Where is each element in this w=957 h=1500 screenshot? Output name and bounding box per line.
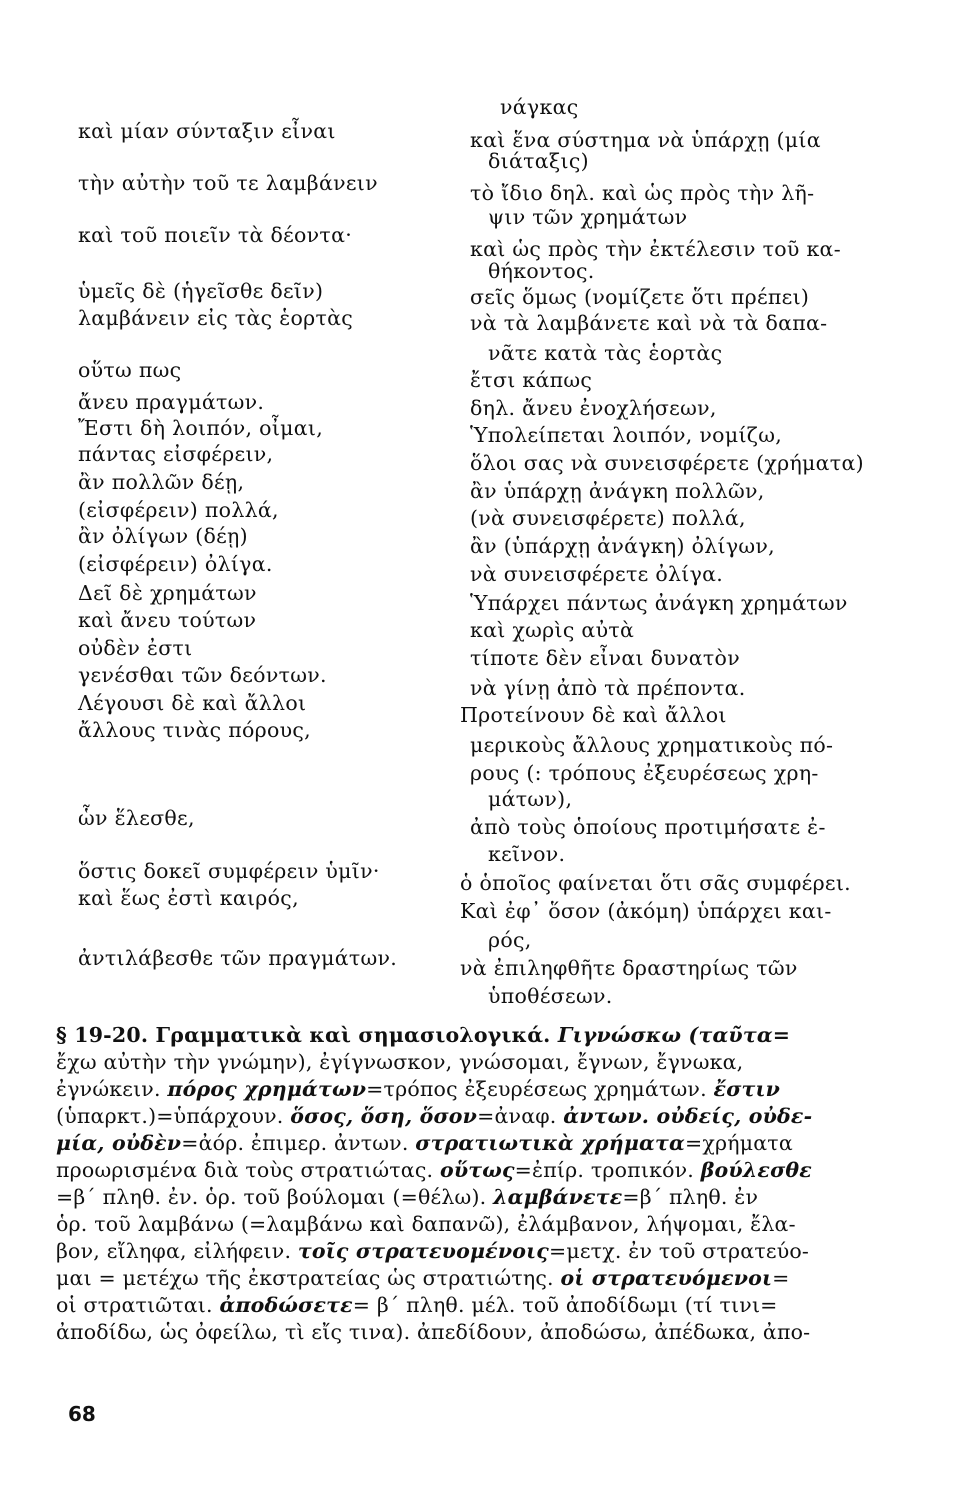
- translation-line: κεῖνον.: [488, 842, 566, 866]
- note-line: [56, 1103, 812, 1129]
- note-term: Γιγνώσκω (ταῦτα=: [557, 1023, 791, 1047]
- note-term: βούλεσθε: [700, 1158, 812, 1182]
- note-text: =: [772, 1266, 790, 1290]
- translation-line: νὰ τὰ λαμβάνετε καὶ νὰ τὰ δαπα-: [470, 311, 828, 335]
- ancient-line: Δεῖ δὲ χρημάτων: [78, 581, 257, 605]
- translation-line: ψιν τῶν χρημάτων: [488, 205, 688, 229]
- ancient-line: ἂν ὀλίγων (δέῃ): [78, 524, 248, 548]
- note-text: =τρόπος ἐξευρέσεως χρημάτων.: [366, 1077, 714, 1101]
- note-line: [56, 1076, 780, 1102]
- translation-line: ρός,: [488, 928, 532, 952]
- note-term: ἔστιν: [713, 1077, 781, 1101]
- page-number: 68: [68, 1402, 96, 1426]
- note-text: ἔχω αὐτὴν τὴν γνώμην), ἐγίγνωσκον, γνώσομαι, ἔγνων, ἔγνωκα,: [56, 1050, 744, 1074]
- note-line: [56, 1184, 758, 1210]
- ancient-line: καὶ μίαν σύνταξιν εἶναι: [78, 119, 336, 143]
- note-text: ἀποδίδω, ὡς ὀφείλω, τὶ εἴς τινα). ἀπεδίδουν, ἀποδώσω, ἀπέδωκα, ἀπο-: [56, 1320, 811, 1344]
- note-text: προωρισμένα διὰ τοὺς στρατιώτας.: [56, 1158, 440, 1182]
- ancient-line: πάντας εἰσφέρειν,: [78, 442, 274, 466]
- note-term: λαμβάνετε: [493, 1185, 623, 1209]
- note-term: ὅσος, ὅση, ὅσον: [290, 1104, 478, 1128]
- translation-line: ἔτσι κάπως: [470, 368, 593, 392]
- translation-line: ἂν ὑπάρχῃ ἀνάγκη πολλῶν,: [470, 479, 765, 503]
- note-line: [56, 1211, 796, 1237]
- note-line: [56, 1022, 790, 1048]
- note-text: =ἀναφ.: [477, 1104, 564, 1128]
- ancient-line: (εἰσφέρειν) πολλά,: [78, 498, 279, 522]
- ancient-line: οὐδὲν ἐστι: [78, 636, 193, 660]
- ancient-line: ὑμεῖς δὲ (ἡγεῖσθε δεῖν): [78, 279, 324, 303]
- note-text: μαι = μετέχω τῆς ἐκστρατείας ὡς στρατιώτης.: [56, 1266, 561, 1290]
- translation-line: (νὰ συνεισφέρετε) πολλά,: [470, 506, 746, 530]
- translation-line: καὶ χωρὶς αὐτὰ: [470, 618, 635, 642]
- note-term: οὕτως: [439, 1158, 515, 1182]
- note-term: § 19-20. Γραμματικὰ καὶ σημασιολογικά.: [56, 1023, 558, 1047]
- translation-line: νὰ συνεισφέρετε ὀλίγα.: [470, 562, 724, 586]
- ancient-line: γενέσθαι τῶν δεόντων.: [78, 663, 327, 687]
- translation-line: νᾶτε κατὰ τὰς ἑορτὰς: [488, 341, 723, 365]
- translation-line: νάγκας: [500, 95, 579, 119]
- note-line: [56, 1238, 809, 1264]
- note-term: τοῖς στρατευομένοις: [297, 1239, 549, 1263]
- note-text: =β΄ πληθ. ἐν. ὁρ. τοῦ βούλομαι (=θέλω).: [56, 1185, 494, 1209]
- ancient-line: Ἔστι δὴ λοιπόν, οἶμαι,: [78, 416, 324, 440]
- note-text: ὁρ. τοῦ λαμβάνω (=λαμβάνω καὶ δαπανῶ), ἐλάμβανον, λήψομαι, ἔλα-: [56, 1212, 796, 1236]
- note-term: ἀποδώσετε: [219, 1293, 353, 1317]
- note-text: = β΄ πληθ. μέλ. τοῦ ἀποδίδωμι (τί τινι=: [352, 1293, 778, 1317]
- note-text: =ἐπίρ. τροπικόν.: [514, 1158, 701, 1182]
- note-text: (ὑπαρκτ.)=ὑπάρχουν.: [56, 1104, 291, 1128]
- ancient-line: ὅστις δοκεῖ συμφέρειν ὑμῖν·: [78, 859, 380, 883]
- ancient-line: οὕτω πως: [78, 358, 182, 382]
- note-line: [56, 1265, 790, 1291]
- translation-line: Προτείνουν δὲ καὶ ἄλλοι: [460, 703, 727, 727]
- ancient-line: ἀντιλάβεσθε τῶν πραγμάτων.: [78, 946, 398, 970]
- translation-line: μάτων),: [488, 787, 573, 811]
- translation-line: καὶ ὡς πρὸς τὴν ἐκτέλεσιν τοῦ κα-: [470, 237, 841, 261]
- note-line: [56, 1319, 810, 1345]
- note-term: στρατιωτικὰ χρήματα: [415, 1131, 685, 1155]
- translation-line: ὁ ὁποῖος φαίνεται ὅτι σᾶς συμφέρει.: [460, 871, 852, 895]
- ancient-line: ὧν ἕλεσθε,: [78, 806, 195, 830]
- ancient-line: καὶ ἄνευ τούτων: [78, 608, 257, 632]
- note-text: ἐγνώκειν.: [56, 1077, 168, 1101]
- translation-line: νὰ γίνῃ ἀπὸ τὰ πρέποντα.: [470, 676, 746, 700]
- ancient-line: Λέγουσι δὲ καὶ ἄλλοι: [78, 691, 307, 715]
- translation-line: τίποτε δὲν εἶναι δυνατὸν: [470, 646, 740, 670]
- translation-line: ὅλοι σας νὰ συνεισφέρετε (χρήματα): [470, 451, 864, 475]
- ancient-line: ἄλλους τινὰς πόρους,: [78, 718, 311, 742]
- note-text: =β΄ πληθ. ἐν: [622, 1185, 759, 1209]
- note-line: [56, 1292, 778, 1318]
- ancient-line: τὴν αὐτὴν τοῦ τε λαμβάνειν: [78, 171, 378, 195]
- translation-line: Ὑπάρχει πάντως ἀνάγκη χρημάτων: [470, 591, 848, 615]
- translation-line: διάταξις): [488, 149, 589, 173]
- translation-line: ἀπὸ τοὺς ὁποίους προτιμήσατε ἐ-: [470, 815, 826, 839]
- note-line: [56, 1049, 743, 1075]
- ancient-line: καὶ τοῦ ποιεῖν τὰ δέοντα·: [78, 223, 353, 247]
- note-text: =χρήματα: [685, 1131, 793, 1155]
- translation-line: καὶ ἕνα σύστημα νὰ ὑπάρχῃ (μία: [470, 128, 821, 152]
- note-text: βον, εἴληφα, εἰλήφειν.: [56, 1239, 298, 1263]
- note-line: [56, 1130, 793, 1156]
- translation-line: Ὑπολείπεται λοιπόν, νομίζω,: [470, 423, 783, 447]
- translation-line: δηλ. ἄνευ ἐνοχλήσεων,: [470, 396, 717, 420]
- note-term: πόρος χρημάτων: [167, 1077, 367, 1101]
- ancient-line: ἂν πολλῶν δέῃ,: [78, 470, 245, 494]
- note-line: [56, 1157, 812, 1183]
- translation-line: νὰ ἐπιληφθῆτε δραστηρίως τῶν: [460, 956, 798, 980]
- note-text: =μετχ. ἐν τοῦ στρατεύο-: [548, 1239, 810, 1263]
- translation-line: ἂν (ὑπάρχῃ ἀνάγκη) ὀλίγων,: [470, 534, 775, 558]
- note-text: οἱ στρατιῶται.: [56, 1293, 220, 1317]
- note-term: μία, οὐδὲν: [56, 1131, 182, 1155]
- ancient-line: ἄνευ πραγμάτων.: [78, 390, 265, 414]
- note-text: =ἀόρ. ἐπιμερ. ἀντων.: [181, 1131, 416, 1155]
- translation-line: ὑποθέσεων.: [488, 984, 613, 1008]
- translation-line: Καὶ ἐφ᾽ ὅσον (ἀκόμη) ὑπάρχει και-: [460, 899, 832, 923]
- ancient-line: καὶ ἕως ἐστὶ καιρός,: [78, 886, 299, 910]
- translation-line: σεῖς ὅμως (νομίζετε ὅτι πρέπει): [470, 285, 810, 309]
- ancient-line: (εἰσφέρειν) ὀλίγα.: [78, 552, 273, 576]
- translation-line: θήκοντος.: [488, 259, 595, 283]
- note-term: ἀντων. οὐδείς, οὐδε-: [563, 1104, 813, 1128]
- translation-line: μερικοὺς ἄλλους χρηματικοὺς πό-: [470, 733, 834, 757]
- translation-line: ρους (: τρόπους ἐξευρέσεως χρη-: [470, 761, 819, 785]
- note-term: οἱ στρατευόμενοι: [560, 1266, 773, 1290]
- translation-line: τὸ ἴδιο δηλ. καὶ ὡς πρὸς τὴν λῆ-: [470, 181, 815, 205]
- ancient-line: λαμβάνειν εἰς τὰς ἑορτὰς: [78, 306, 354, 330]
